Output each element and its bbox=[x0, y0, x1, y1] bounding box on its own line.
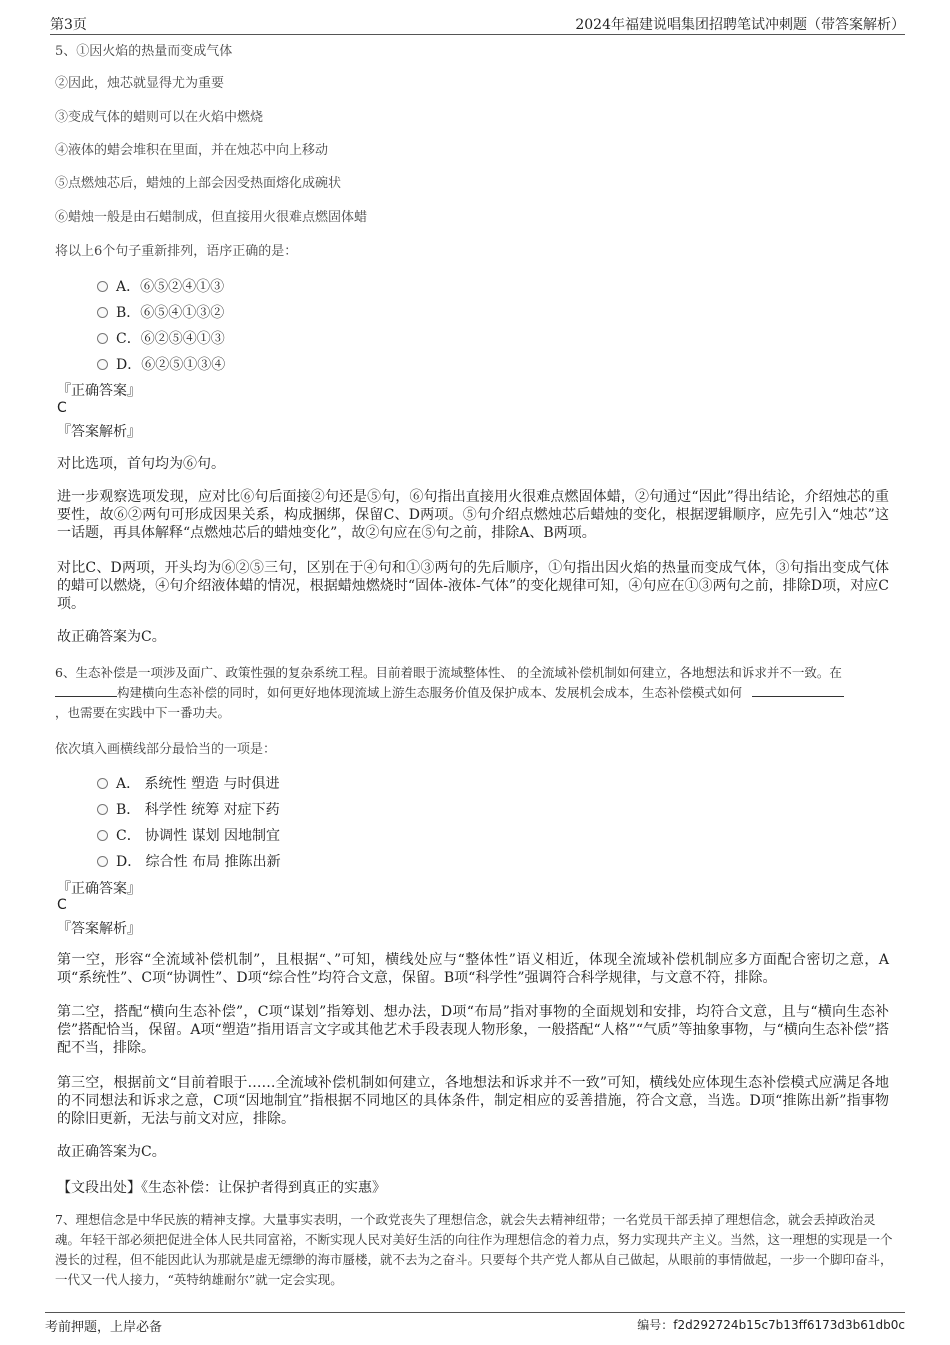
q5-option-c[interactable]: C．⑥②⑤④①③ bbox=[97, 328, 225, 348]
sentence-4: ④液体的蜡会堆积在里面，并在烛芯中向上移动 bbox=[55, 143, 329, 158]
sentence-1: 5、①因火焰的热量而变成气体 bbox=[55, 44, 233, 59]
page-number: 第3页 bbox=[50, 17, 87, 33]
radio-icon[interactable] bbox=[97, 778, 108, 789]
sentence-6: ⑥蜡烛一般是由石蜡制成，但直接用火很难点燃固体蜡 bbox=[55, 210, 368, 225]
q6-analysis-2: 第二空，搭配“横向生态补偿”，C项“谋划”指筹划、想办法，D项“布局”指对事物的全面规划和安排，均符合文意，且与“横向生态补偿”搭配恰当，保留。A项“塑造”指用语言文字或其他艺术手段表现人物形象，一般搭配“人格”“气质”等抽象事物，与“横向生态补偿”搭配不当，排除。 bbox=[57, 1004, 889, 1056]
sentence-5: ⑤点燃烛芯后，蜡烛的上部会因受热面熔化成碗状 bbox=[55, 176, 342, 191]
q5-analysis-4: 故正确答案为C。 bbox=[57, 629, 166, 645]
q5-answer-label: 『正确答案』 bbox=[57, 383, 141, 399]
q6-option-b[interactable]: B． 科学性 统筹 对症下药 bbox=[97, 799, 280, 819]
page-footer bbox=[45, 1312, 905, 1335]
radio-icon[interactable] bbox=[97, 359, 108, 370]
q6-answer-label: 『正确答案』 bbox=[57, 881, 141, 897]
blank-3 bbox=[752, 684, 844, 697]
q5-option-b[interactable]: B．⑥⑤④①③② bbox=[97, 302, 224, 322]
q6-stem: 6、生态补偿是一项涉及面广、政策性强的复杂系统工程。目前着眼于流域整体性、 的全流域补偿机制如何建立，各地想法和诉求并不一致。在 构建横向生态补偿的同时，如何更好地体现流域上游生态服务价值及保护成本、发展机会成本，生态补偿模式如何 ，也需要在实践中下一番功夫。 bbox=[55, 663, 900, 723]
document-title: 2024年福建说唱集团招聘笔试冲刺题（带答案解析） bbox=[575, 17, 905, 33]
q6-analysis-label: 『答案解析』 bbox=[57, 921, 141, 937]
q5-analysis-1: 对比选项，首句均为⑥句。 bbox=[57, 456, 225, 472]
q6-prompt: 依次填入画横线部分最恰当的一项是： bbox=[55, 742, 277, 757]
q5-analysis-label: 『答案解析』 bbox=[57, 424, 141, 440]
q5-answer: C bbox=[57, 400, 67, 416]
q5-analysis-3: 对比C、D两项，开头均为⑥②⑤三句，区别在于④句和①③两句的先后顺序，①句指出因火焰的热量而变成气体，③句指出变成气体的蜡可以燃烧，④句介绍液体蜡的情况，根据蜡烛燃烧时“固体-液体-气体”的变化规律可知，④句应在①③两句之前，排除D项，对应C项。 bbox=[57, 560, 889, 612]
radio-icon[interactable] bbox=[97, 804, 108, 815]
q5-option-d[interactable]: D．⑥②⑤①③④ bbox=[97, 354, 225, 374]
sentence-3: ③变成气体的蜡则可以在火焰中燃烧 bbox=[55, 110, 264, 125]
q6-analysis-4: 故正确答案为C。 bbox=[57, 1144, 166, 1160]
sentence-2: ②因此，烛芯就显得尤为重要 bbox=[55, 76, 225, 91]
q5-option-a[interactable]: A．⑥⑤②④①③ bbox=[97, 276, 224, 296]
q5-analysis-2: 进一步观察选项发现，应对比⑥句后面接②句还是⑤句，⑥句指出直接用火很难点燃固体蜡，②句通过“因此”得出结论，介绍烛芯的重要性，故⑥②两句可形成因果关系，构成捆绑，保留C、D两项。⑤句介绍点燃烛芯后蜡烛的变化，根据逻辑顺序，应先引入“烛芯”这一话题，再具体解释“点燃烛芯后的蜡烛变化”，故②句应在⑤句之前，排除A、B两项。 bbox=[57, 489, 889, 541]
radio-icon[interactable] bbox=[97, 333, 108, 344]
radio-icon[interactable] bbox=[97, 856, 108, 867]
footer-slogan: 考前押题，上岸必备 bbox=[45, 1320, 163, 1335]
q5-prompt: 将以上6个句子重新排列，语序正确的是： bbox=[55, 244, 298, 259]
q6-option-a[interactable]: A． 系统性 塑造 与时俱进 bbox=[97, 773, 279, 793]
radio-icon[interactable] bbox=[97, 830, 108, 841]
q6-option-c[interactable]: C． 协调性 谋划 因地制宜 bbox=[97, 825, 280, 845]
q6-analysis-3: 第三空，根据前文“目前着眼于……全流域补偿机制如何建立，各地想法和诉求并不一致”可知，横线处应体现生态补偿模式应满足各地的不同想法和诉求之意，C项“因地制宜”指根据不同地区的具体条件，制定相应的妥善措施，符合文意，当选。D项“推陈出新”指事物的除旧更新，无法与前文对应，排除。 bbox=[57, 1075, 889, 1127]
q6-option-d[interactable]: D． 综合性 布局 推陈出新 bbox=[97, 851, 281, 871]
q7-stem: 7、理想信念是中华民族的精神支撑。大量事实表明，一个政党丧失了理想信念，就会失去精神纽带；一名党员干部丢掉了理想信念，就会丢掉政治灵魂。年轻干部必须把促进全体人民共同富裕，不断实现人民对美好生活的向往作为理想信念的着力点，努力实现共产主义。当然，这一理想的实现是一个漫长的过程，但不能因此认为那就是虚无缥缈的海市蜃楼，就不去为之奋斗。只要每个共产党人都从自己做起，从眼前的事情做起，一步一个脚印奋斗，一代又一代人接力，“英特纳雄耐尔”就一定会实现。 bbox=[55, 1212, 893, 1287]
radio-icon[interactable] bbox=[97, 281, 108, 292]
document-code: 编号：f2d292724b15c7b13ff6173d3b61db0c bbox=[637, 1318, 905, 1332]
page-header bbox=[50, 12, 905, 35]
blank-1 bbox=[55, 684, 117, 697]
radio-icon[interactable] bbox=[97, 307, 108, 318]
q6-analysis-1: 第一空，形容“全流域补偿机制”，且根据“、”可知，横线处应与“整体性”语义相近，体现全流域补偿机制应多方面配合密切之意，A项“系统性”、C项“协调性”、D项“综合性”均符合文意，保留。B项“科学性”强调符合科学规律，与文意不符，排除。 bbox=[57, 952, 889, 986]
q6-source: 【文段出处】《生态补偿：让保护者得到真正的实惠》 bbox=[57, 1180, 386, 1196]
q6-answer: C bbox=[57, 897, 67, 913]
